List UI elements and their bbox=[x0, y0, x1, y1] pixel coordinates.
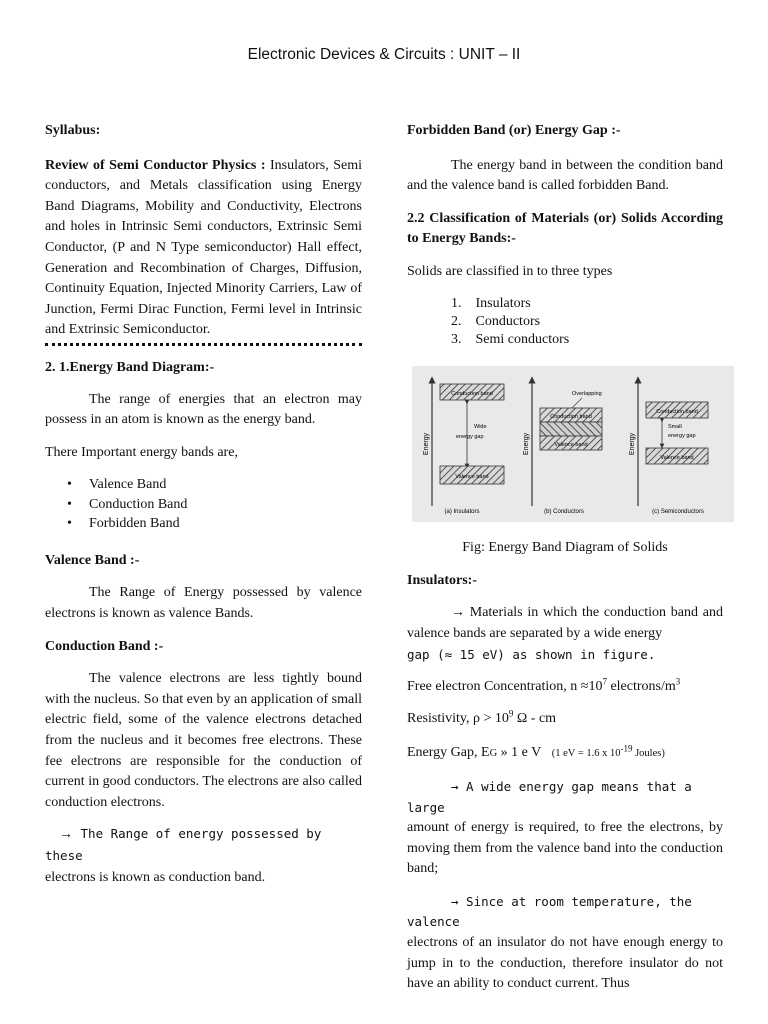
classification-heading: 2.2 Classification of Materials (or) Solids According to Energy Bands:- bbox=[407, 210, 723, 247]
energy-gap-value: » 1 e V bbox=[497, 745, 542, 761]
page-title: Electronic Devices & Circuits : UNIT – II bbox=[247, 46, 521, 63]
small-gap-label-1: Small bbox=[668, 423, 682, 430]
conduction-band-heading: Conduction Band :- bbox=[45, 638, 164, 654]
resistivity-label: Resistivity, ρ > 10 bbox=[407, 710, 509, 726]
wide-gap-label-2: energy gap bbox=[456, 433, 484, 440]
overlapping-label: Overlapping bbox=[572, 390, 602, 397]
syllabus-heading: Syllabus: bbox=[45, 123, 101, 138]
resistivity-unit: Ω - cm bbox=[513, 710, 557, 726]
list-item: 1. Insulators bbox=[451, 295, 531, 311]
energy-gap-line bbox=[407, 743, 723, 765]
energy-band-heading: 2. 1.Energy Band Diagram:- bbox=[45, 359, 215, 375]
label-conductors: (b) Conductors bbox=[544, 508, 584, 515]
energy-gap-label: Energy Gap, E bbox=[407, 745, 490, 761]
wide-gap-mono: → A wide energy gap means that a large bbox=[407, 778, 692, 815]
room-temp-rest: electrons of an insulator do not have enough energy to jump in to the conduction, therefore insulator do not have an ability to conduct current. Thus bbox=[407, 935, 723, 992]
resistivity-line bbox=[407, 709, 723, 730]
conduction-band-label-c: Conduction band bbox=[656, 408, 698, 415]
free-electron-unit-exp: 3 bbox=[675, 676, 681, 687]
ev-note-end: Joules) bbox=[632, 748, 665, 760]
overlap-region bbox=[540, 422, 602, 436]
forbidden-band-heading: Forbidden Band (or) Energy Gap :- bbox=[407, 123, 621, 138]
free-electron-exp: 7 bbox=[602, 676, 607, 687]
ev-note-start: (1 eV = 1.6 x 10 bbox=[551, 748, 621, 760]
figure-caption: Fig: Energy Band Diagram of Solids bbox=[462, 540, 668, 556]
valence-band-label-c: Valence band bbox=[660, 454, 694, 461]
resistivity-exp: 9 bbox=[508, 708, 514, 719]
list-item: • Conduction Band bbox=[45, 495, 362, 515]
ev-note-exp: -19 bbox=[620, 743, 633, 754]
conduction-range-end: electrons is known as conduction band. bbox=[45, 869, 266, 885]
list-item: • Forbidden Band bbox=[45, 514, 362, 534]
free-electron-unit: electrons/m bbox=[606, 679, 676, 695]
classified-intro: Solids are classified in to three types bbox=[407, 263, 613, 279]
section-divider bbox=[45, 343, 362, 346]
energy-gap-sub: G bbox=[489, 748, 498, 760]
conduction-range-text bbox=[45, 824, 362, 867]
energy-band-text: The range of energies that an electron may possess in an atom is known as the energy band. bbox=[45, 391, 362, 428]
forbidden-band-text: The energy band in between the condition band and the valence band is called forbidden Band. bbox=[407, 157, 723, 194]
energy-axis-label-a: Energy bbox=[423, 432, 430, 455]
valence-band-label-b: Valence band bbox=[554, 441, 588, 448]
insulators-heading: Insulators:- bbox=[407, 572, 478, 588]
important-bands-intro: There Important energy bands are, bbox=[45, 444, 238, 460]
conduction-band-text: The valence electrons are less tightly bound with the nucleus. So that even by an application of small electric field, some of the valence electrons detached from the nucleus and it becomes free electrons. These fee electrons are responsible for the conduction of current in good conductors. The electrons are also called conduction electrons. bbox=[45, 671, 362, 810]
insulators-text: → Materials in which the conduction band and valence bands are separated by a wide energy bbox=[407, 605, 723, 641]
conduction-band-label-b: Conduction band bbox=[550, 413, 592, 420]
small-gap-label-2: energy gap bbox=[668, 432, 696, 439]
right-column bbox=[407, 121, 723, 995]
wide-gap-label-1: Wide bbox=[474, 423, 487, 430]
energy-band-figure bbox=[412, 366, 734, 522]
syllabus-paragraph bbox=[45, 156, 362, 341]
list-item: • Valence Band bbox=[45, 475, 362, 495]
review-text: Insulators, Semi conductors, and Metals classification using Energy Band Diagrams, Mobility and Conductivity, Electrons and holes in Intrinsic Semi conductors, Extrinsic Semi Conductor, (P and N Type semiconductor) Hall effect, Generation and Recombination of Charges, Diffusion, Continuity Equation, Injected Minority Carriers, Law of Junction, Fermi Dirac Function, Fermi level in Intrinsic and Extrinsic Semiconductor. bbox=[45, 157, 362, 338]
valence-band-heading: Valence Band :- bbox=[45, 552, 140, 568]
conduction-band-label-a: Conduction band bbox=[451, 390, 493, 397]
insulators-gap-mono: gap (≈ 15 eV) as shown in figure. bbox=[407, 646, 656, 662]
list-item: 2. Conductors bbox=[451, 313, 541, 329]
label-semiconductors: (c) Semiconductors bbox=[652, 508, 704, 515]
energy-axis-label-b: Energy bbox=[523, 432, 530, 455]
valence-band-text: The Range of Energy possessed by valence electrons is known as valence Bands. bbox=[45, 585, 362, 621]
arrow-symbol: → bbox=[59, 827, 73, 843]
wide-gap-rest: amount of energy is required, to free the electrons, by moving them from the valence band into the conduction band; bbox=[407, 820, 723, 877]
band-list bbox=[45, 475, 362, 534]
ev-note bbox=[551, 743, 665, 760]
list-item: 3. Semi conductors bbox=[451, 331, 570, 347]
energy-axis-label-c: Energy bbox=[629, 432, 636, 455]
types-list bbox=[407, 295, 723, 349]
room-temp-mono: → Since at room temperature, the valence bbox=[407, 893, 692, 930]
label-insulators: (a) Insulators bbox=[444, 508, 480, 515]
review-heading: Review of Semi Conductor Physics : bbox=[45, 157, 266, 173]
free-electron-label: Free electron Concentration, n ≈10 bbox=[407, 679, 603, 695]
left-column bbox=[45, 121, 362, 888]
conduction-range-mono: The Range of energy possessed by these bbox=[45, 826, 322, 863]
valence-band-label-a: Valence band bbox=[455, 473, 489, 480]
free-electron-concentration bbox=[407, 677, 723, 698]
